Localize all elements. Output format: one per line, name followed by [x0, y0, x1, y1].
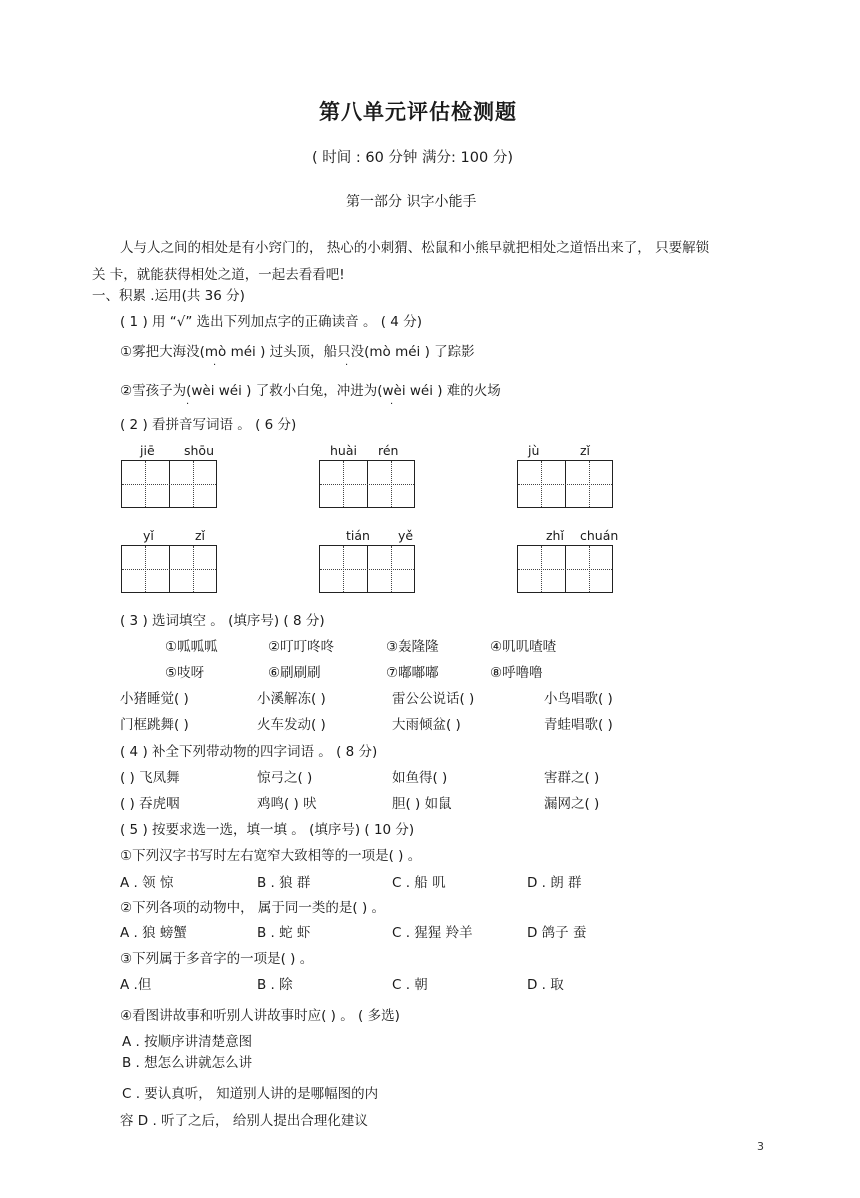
pinyin-label: zhǐ	[546, 528, 564, 543]
q4-blank[interactable]: 漏网之( )	[544, 796, 600, 812]
q5-option[interactable]: B . 狼 群	[257, 875, 311, 891]
q5-option[interactable]: D 鸽子 蚕	[527, 925, 587, 941]
emphasis-dot: ·	[186, 399, 190, 410]
q3-option: ⑤吱呀	[165, 665, 205, 681]
pinyin-label: jù	[528, 443, 540, 458]
intro-line-2: 关 卡，就能获得相处之道，一起去看看吧!	[92, 267, 345, 283]
page-number: 3	[757, 1140, 764, 1153]
q5-option[interactable]: C . 猩猩 羚羊	[392, 925, 473, 941]
q4-blank[interactable]: 胆( ) 如鼠	[392, 796, 452, 812]
q5-option[interactable]: C . 要认真听， 知道别人讲的是哪幅图的内	[122, 1086, 379, 1102]
part-heading: 第一部分 识字小能手	[346, 194, 477, 210]
q4-blank[interactable]: ( ) 吞虎咽	[120, 796, 180, 812]
q5-option[interactable]: D . 取	[527, 977, 564, 993]
emphasis-dot: ·	[390, 399, 394, 410]
q5-sub-question: ②下列各项的动物中， 属于同一类的是( ) 。	[120, 900, 386, 916]
emphasis-dot: ·	[345, 360, 349, 371]
page-title: 第八单元评估检测题	[319, 100, 517, 124]
writing-grid[interactable]	[517, 460, 613, 508]
q3-option: ②叮叮咚咚	[268, 639, 335, 655]
q5-option[interactable]: C . 朝	[392, 977, 428, 993]
pinyin-label: rén	[378, 443, 399, 458]
q5-option[interactable]: B . 除	[257, 977, 293, 993]
q5-sub-question: ①下列汉字书写时左右宽窄大致相等的一项是( ) 。	[120, 848, 422, 864]
q3-blank[interactable]: 门框跳舞( )	[120, 717, 189, 733]
q1-line-2: ②雪孩子为(wèi wéi ) 了救小白兔，冲进为(wèi wéi ) 难的火场	[120, 383, 501, 399]
pinyin-label: zǐ	[195, 528, 206, 543]
q2-prompt: ( 2 ) 看拼音写词语 。 ( 6 分)	[120, 417, 297, 433]
q5-sub-question: ④看图讲故事和听别人讲故事时应( ) 。 ( 多选)	[120, 1008, 400, 1024]
pinyin-label: zǐ	[580, 443, 591, 458]
q3-prompt: ( 3 ) 选词填空 。 (填序号) ( 8 分)	[120, 613, 325, 629]
emphasis-dot: ·	[213, 360, 217, 371]
pinyin-label: yǐ	[143, 528, 154, 543]
pinyin-label: yě	[398, 528, 414, 543]
q5-sub-question: ③下列属于多音字的一项是( ) 。	[120, 951, 314, 967]
writing-grid[interactable]	[319, 460, 415, 508]
pinyin-label: chuán	[580, 528, 619, 543]
q4-blank[interactable]: 鸡鸣( ) 吠	[257, 796, 317, 812]
q3-option: ④叽叽喳喳	[490, 639, 557, 655]
pinyin-label: huài	[330, 443, 357, 458]
q5-option[interactable]: 容 D . 听了之后， 给别人提出合理化建议	[120, 1113, 368, 1129]
q3-blank[interactable]: 青蛙唱歌( )	[544, 717, 613, 733]
pinyin-label: tián	[346, 528, 370, 543]
writing-grid[interactable]	[121, 545, 217, 593]
q4-blank[interactable]: ( ) 飞凤舞	[120, 770, 180, 786]
intro-line-1: 人与人之间的相处是有小窍门的， 热心的小刺猬、松鼠和小熊早就把相处之道悟出来了， 只要解锁	[120, 240, 710, 256]
q5-option[interactable]: B . 想怎么讲就怎么讲	[122, 1055, 253, 1071]
q3-blank[interactable]: 小猪睡觉( )	[120, 691, 189, 707]
q3-blank[interactable]: 大雨倾盆( )	[392, 717, 461, 733]
writing-grid[interactable]	[121, 460, 217, 508]
q3-option: ③轰隆隆	[386, 639, 439, 655]
pinyin-label: shōu	[184, 443, 215, 458]
q5-option[interactable]: B . 蛇 虾	[257, 925, 311, 941]
q5-option[interactable]: D . 朗 群	[527, 875, 582, 891]
q3-option: ①呱呱呱	[165, 639, 218, 655]
section-heading: 一、积累 .运用(共 36 分)	[92, 288, 245, 304]
q1-line-1: ①雾把大海没(mò méi ) 过头顶，船只没(mò méi ) 了踪影	[120, 344, 475, 360]
q4-prompt: ( 4 ) 补全下列带动物的四字词语 。 ( 8 分)	[120, 744, 378, 760]
q3-blank[interactable]: 火车发动( )	[257, 717, 326, 733]
writing-grid[interactable]	[319, 545, 415, 593]
q3-blank[interactable]: 雷公公说话( )	[392, 691, 475, 707]
q4-blank[interactable]: 害群之( )	[544, 770, 600, 786]
page-subtitle: ( 时间 : 60 分钟 满分: 100 分)	[312, 150, 513, 166]
q3-blank[interactable]: 小鸟唱歌( )	[544, 691, 613, 707]
q4-blank[interactable]: 惊弓之( )	[257, 770, 313, 786]
pinyin-label: jiē	[140, 443, 155, 458]
q5-option[interactable]: C . 船 叽	[392, 875, 446, 891]
q5-option[interactable]: A . 按顺序讲清楚意图	[122, 1034, 253, 1050]
q3-blank[interactable]: 小溪解冻( )	[257, 691, 326, 707]
writing-grid[interactable]	[517, 545, 613, 593]
q3-option: ⑧呼噜噜	[490, 665, 543, 681]
q3-option: ⑦嘟嘟嘟	[386, 665, 439, 681]
q5-option[interactable]: A . 狼 螃蟹	[120, 925, 187, 941]
q5-prompt: ( 5 ) 按要求选一选，填一填 。 (填序号) ( 10 分)	[120, 822, 415, 838]
q4-blank[interactable]: 如鱼得( )	[392, 770, 448, 786]
q1-prompt: ( 1 ) 用 “√” 选出下列加点字的正确读音 。 ( 4 分)	[120, 314, 422, 330]
q3-option: ⑥刷刷刷	[268, 665, 321, 681]
q5-option[interactable]: A . 领 惊	[120, 875, 174, 891]
q5-option[interactable]: A .但	[120, 977, 152, 993]
